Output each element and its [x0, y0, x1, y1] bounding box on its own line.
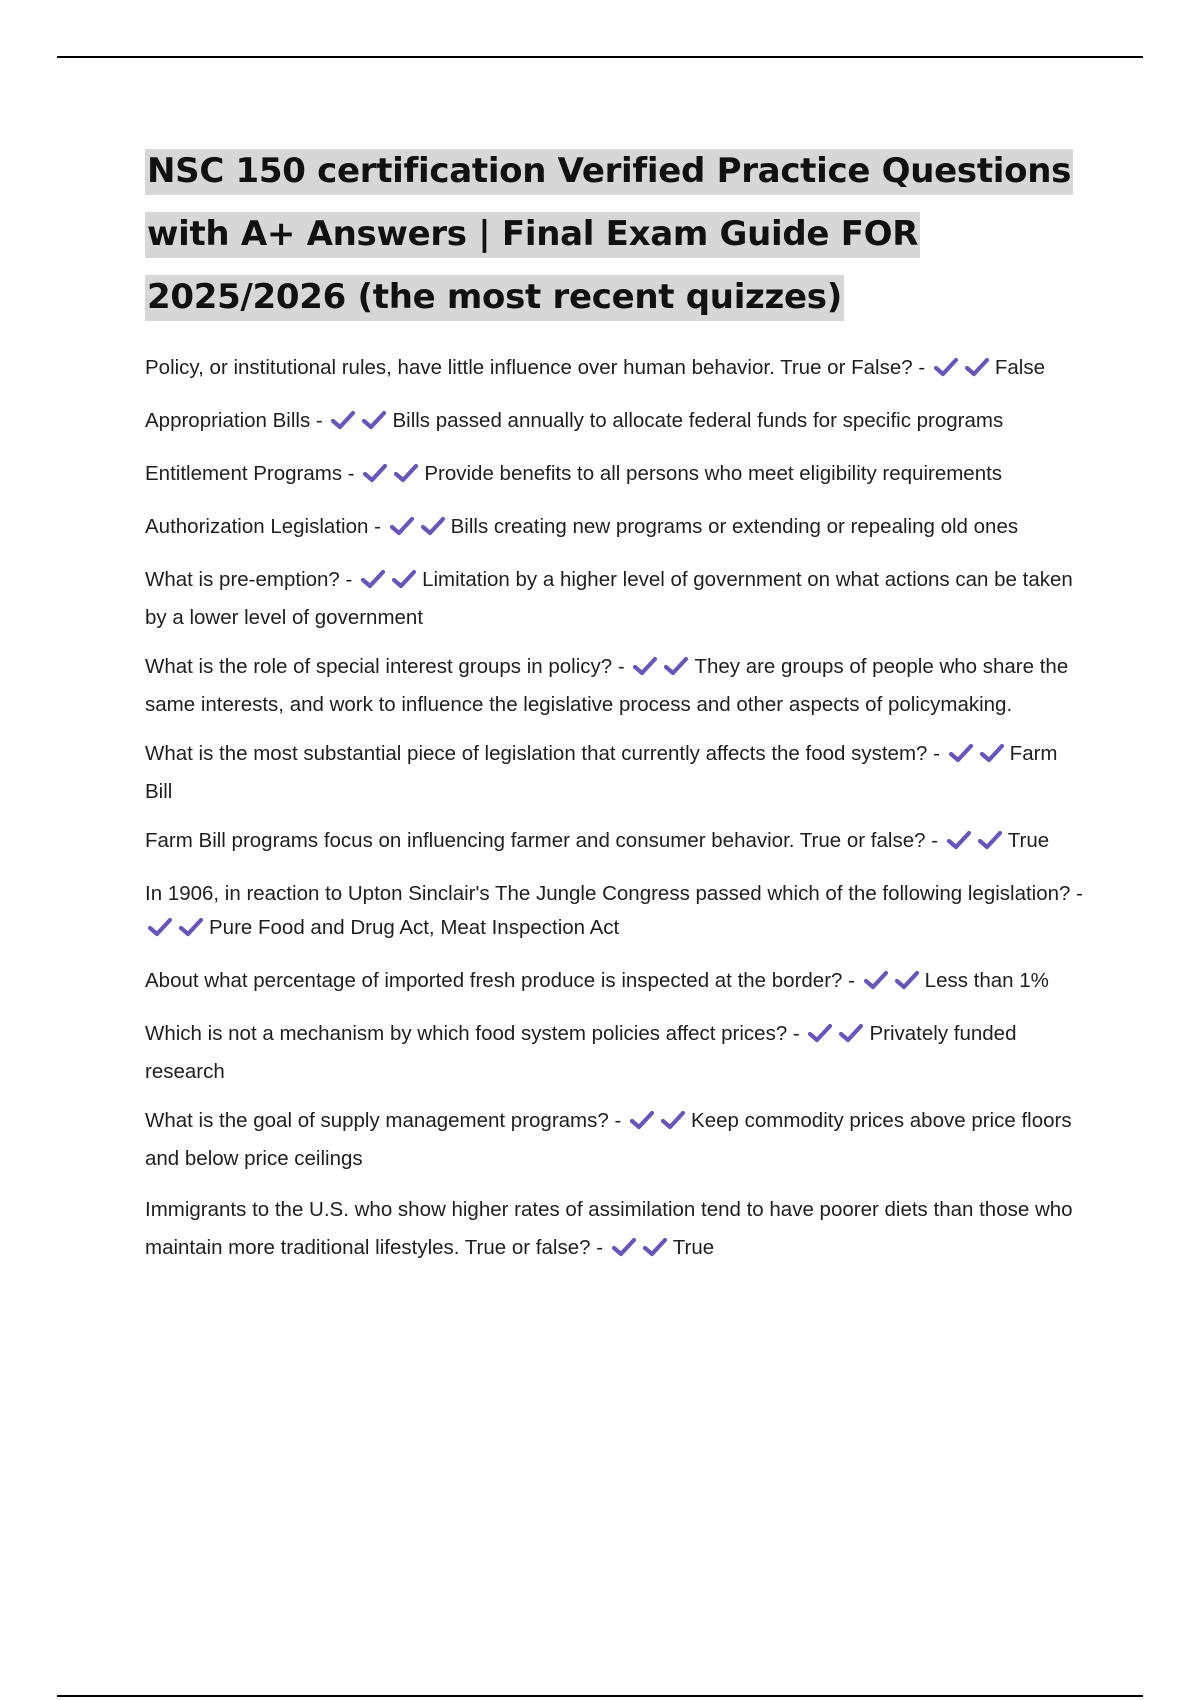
bottom-rule: [57, 1695, 1143, 1697]
checkmark-icon: [629, 1109, 655, 1131]
checkmark-icon: [178, 916, 204, 938]
answer-text: They are groups of people who share the same interests, and work to influence the legislative process and other aspects of policymaking.: [145, 655, 1069, 716]
question-separator: -: [342, 462, 355, 485]
question-text: What is pre-emption?: [145, 568, 340, 591]
answer-text: Bills creating new programs or extending or repealing old ones: [450, 515, 1019, 538]
qa-item: [145, 824, 1090, 862]
checkmark-icon: [663, 655, 689, 677]
title-text: NSC 150 certification Verified Practice Questions with A+ Answers | Final Exam Guide FOR 2025/2026 (the most recent quizzes): [145, 149, 1073, 321]
question-separator: -: [912, 356, 926, 379]
checkmark-icon: [391, 568, 417, 590]
checkmark-icon: [838, 1022, 864, 1044]
question-separator: -: [612, 655, 625, 678]
qa-item: [145, 510, 1090, 548]
answer-text: Privately funded research: [145, 1022, 1017, 1083]
checkmark-icon: [933, 356, 959, 378]
question-text: What is the goal of supply management programs?: [145, 1109, 609, 1132]
double-checkmark-icon: [362, 461, 421, 495]
qa-item: [145, 964, 1090, 1002]
checkmark-icon: [642, 1236, 668, 1258]
checkmark-icon: [807, 1022, 833, 1044]
double-checkmark-icon: [611, 1233, 670, 1271]
answer-text: Less than 1%: [924, 969, 1049, 992]
checkmark-icon: [948, 742, 974, 764]
question-separator: -: [590, 1236, 604, 1259]
double-checkmark-icon: [629, 1108, 688, 1142]
checkmark-icon: [946, 829, 972, 851]
answer-text: Farm Bill: [145, 742, 1058, 803]
answer-text: Bills passed annually to allocate federal funds for specific programs: [392, 409, 1004, 432]
question-text: Entitlement Programs: [145, 462, 343, 485]
double-checkmark-icon: [807, 1021, 866, 1055]
checkmark-icon: [420, 515, 446, 537]
checkmark-icon: [147, 916, 173, 938]
question-separator: -: [925, 829, 939, 852]
checkmark-icon: [660, 1109, 686, 1131]
question-text: About what percentage of imported fresh produce is inspected at the border?: [145, 969, 843, 992]
document-body: [145, 140, 1090, 1286]
question-separator: -: [310, 409, 323, 432]
answer-text: Keep commodity prices above price floors and below price ceilings: [145, 1109, 1072, 1170]
question-separator: -: [339, 568, 353, 591]
qa-item: [145, 1017, 1090, 1089]
qa-item: [145, 1191, 1090, 1271]
question-text: What is the role of special interest groups in policy?: [145, 655, 613, 678]
answer-text: False: [994, 356, 1046, 379]
question-separator: -: [787, 1022, 800, 1045]
answer-text: Provide benefits to all persons who meet eligibility requirements: [424, 462, 1003, 485]
question-text: Authorization Legislation: [145, 515, 369, 538]
qa-list: [145, 351, 1090, 1271]
checkmark-icon: [330, 409, 356, 431]
qa-item: [145, 563, 1090, 635]
checkmark-icon: [977, 829, 1003, 851]
double-checkmark-icon: [863, 968, 922, 1002]
double-checkmark-icon: [946, 828, 1005, 862]
answer-text: True: [672, 1236, 715, 1259]
double-checkmark-icon: [147, 915, 206, 949]
question-separator: -: [368, 515, 381, 538]
question-separator: -: [927, 742, 940, 765]
checkmark-icon: [863, 969, 889, 991]
double-checkmark-icon: [948, 741, 1007, 775]
answer-text: True: [1007, 829, 1050, 852]
double-checkmark-icon: [389, 514, 448, 548]
checkmark-icon: [389, 515, 415, 537]
answer-text: Pure Food and Drug Act, Meat Inspection Act: [209, 916, 620, 939]
qa-item: [145, 650, 1090, 722]
checkmark-icon: [611, 1236, 637, 1258]
checkmark-icon: [362, 462, 388, 484]
qa-item: [145, 737, 1090, 809]
question-text: Immigrants to the U.S. who show higher rates of assimilation tend to have poorer diets than those who maintain more traditional lifestyles. True or false?: [145, 1198, 1073, 1259]
double-checkmark-icon: [360, 567, 419, 601]
question-text: Appropriation Bills: [145, 409, 311, 432]
question-text: Which is not a mechanism by which food system policies affect prices?: [145, 1022, 788, 1045]
qa-item: [145, 877, 1090, 949]
qa-item: [145, 404, 1090, 442]
question-text: In 1906, in reaction to Upton Sinclair's The Jungle Congress passed which of the following legislation?: [145, 882, 1071, 905]
question-separator: -: [842, 969, 855, 992]
question-text: What is the most substantial piece of legislation that currently affects the food system?: [145, 742, 928, 765]
checkmark-icon: [393, 462, 419, 484]
question-separator: -: [1070, 882, 1083, 905]
qa-item: [145, 1104, 1090, 1176]
top-rule: [57, 56, 1143, 58]
checkmark-icon: [894, 969, 920, 991]
answer-text: Limitation by a higher level of government on what actions can be taken by a lower level of government: [145, 568, 1073, 629]
checkmark-icon: [632, 655, 658, 677]
checkmark-icon: [361, 409, 387, 431]
double-checkmark-icon: [330, 408, 389, 442]
document-title: [145, 140, 1090, 329]
qa-item: [145, 457, 1090, 495]
checkmark-icon: [979, 742, 1005, 764]
question-text: Policy, or institutional rules, have little influence over human behavior. True or False?: [145, 356, 913, 379]
checkmark-icon: [360, 568, 386, 590]
question-separator: -: [608, 1109, 622, 1132]
qa-item: [145, 351, 1090, 389]
question-text: Farm Bill programs focus on influencing farmer and consumer behavior. True or false?: [145, 829, 926, 852]
double-checkmark-icon: [933, 355, 992, 389]
checkmark-icon: [964, 356, 990, 378]
double-checkmark-icon: [632, 654, 691, 688]
